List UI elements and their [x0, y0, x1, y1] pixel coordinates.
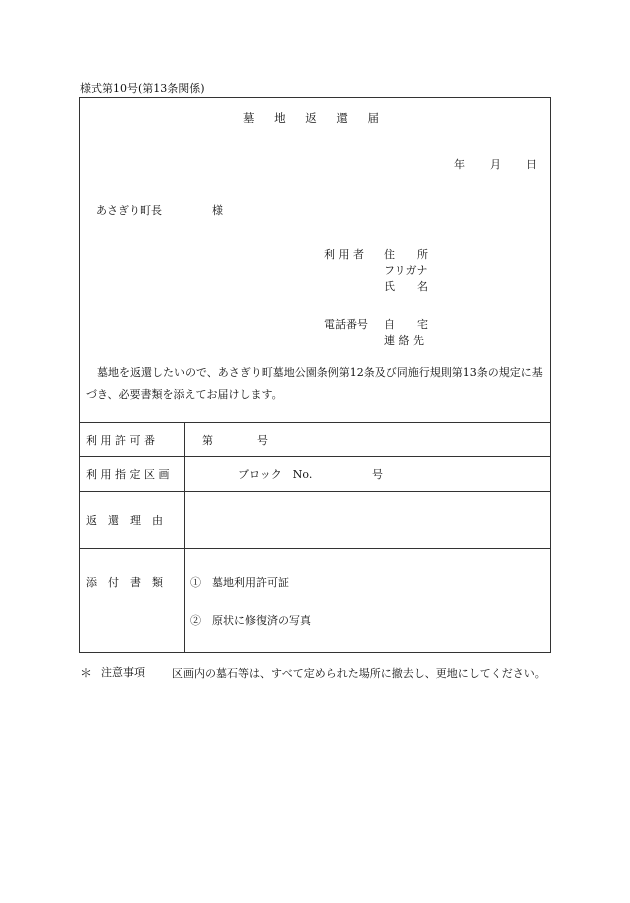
- addressee-honorific: 様: [212, 204, 223, 217]
- plot-suffix: 号: [372, 468, 383, 481]
- footnote-title: 注意事項: [101, 666, 145, 679]
- statement-text: 墓地を返還したいので、あさぎり町墓地公園条例第12条及び同施行規則第13条の規定に基づき、必要書類を添えてお届けします。: [86, 366, 543, 401]
- form-number: 様式第10号(第13条関係): [80, 82, 205, 95]
- phone-home-label: 自 宅: [384, 318, 428, 331]
- form-frame: [79, 97, 551, 653]
- date-day-label: 日: [526, 158, 537, 171]
- date-month-label: 月: [490, 158, 501, 171]
- form-title: 墓 地 返 還 届: [242, 111, 388, 125]
- row-divider: [80, 548, 550, 549]
- addressee-name: あさぎり町長: [96, 204, 162, 217]
- plot-label: 利 用 指 定 区 画: [86, 468, 170, 481]
- return-reason-label: 返 還 理 由: [86, 514, 163, 527]
- row-divider: [80, 491, 550, 492]
- address-label: 住 所: [384, 248, 428, 261]
- date-year-label: 年: [454, 158, 465, 171]
- permit-number-label: 利 用 許 可 番: [86, 434, 155, 447]
- attachment-item: ① 墓地利用許可証: [190, 576, 289, 589]
- column-divider: [184, 422, 185, 653]
- permit-number-value: 第 号: [202, 434, 268, 447]
- table-top-border: [80, 422, 550, 423]
- phone-label: 電話番号: [324, 318, 368, 331]
- applicant-role-label: 利 用 者: [324, 248, 364, 261]
- footnote-text: 区画内の墓石等は、すべて定められた場所に撤去し、更地にしてください。: [172, 667, 546, 680]
- name-label: 氏 名: [384, 280, 428, 293]
- attachments-label: 添 付 書 類: [86, 576, 163, 589]
- phone-contact-label: 連 絡 先: [384, 334, 424, 347]
- furigana-label: フリガナ: [384, 264, 428, 277]
- attachment-item: ② 原状に修復済の写真: [190, 614, 311, 627]
- row-divider: [80, 456, 550, 457]
- footnote-asterisk: ＊: [80, 666, 93, 680]
- plot-block-value: ブロック No.: [238, 468, 313, 481]
